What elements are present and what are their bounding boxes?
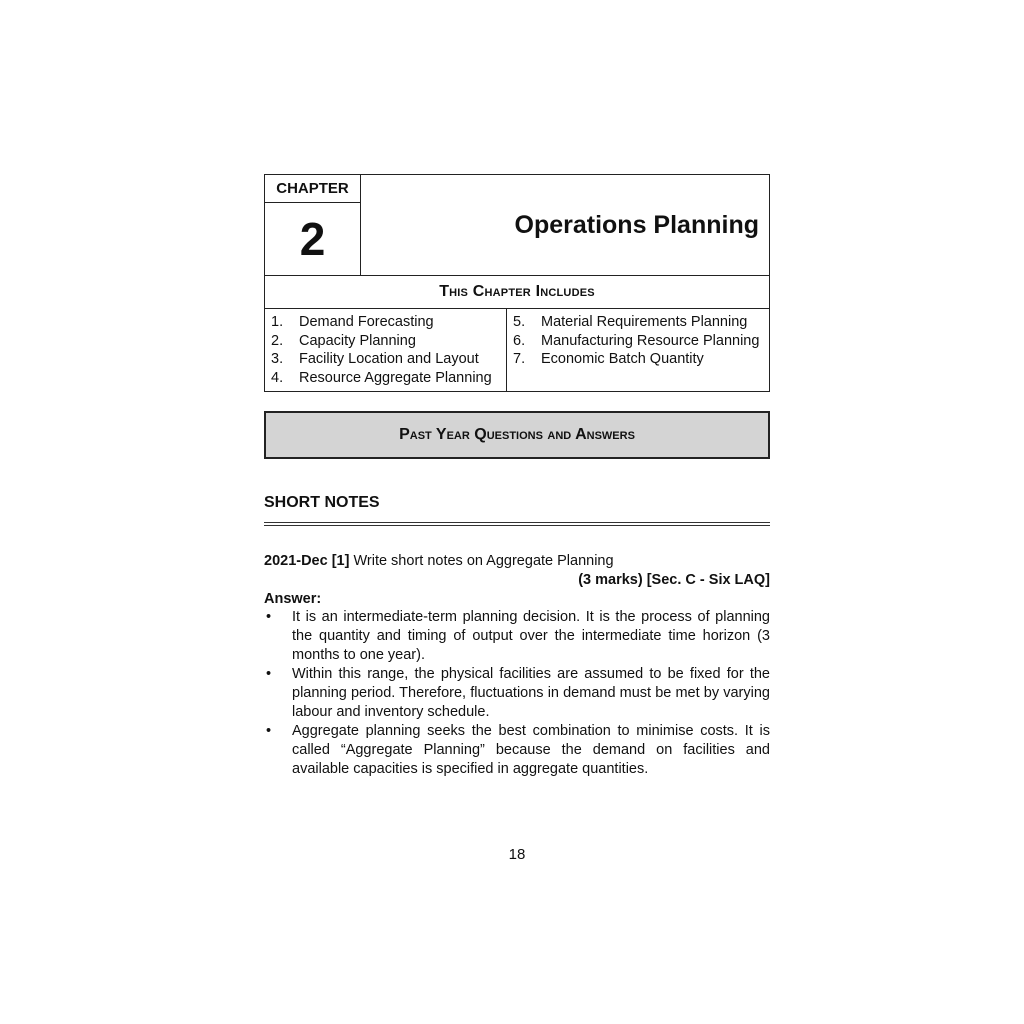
contents-item-text: Economic Batch Quantity <box>541 351 704 368</box>
bullet-icon: • <box>266 609 272 625</box>
contents-item-text: Manufacturing Resource Planning <box>541 332 760 349</box>
contents-item <box>271 313 506 332</box>
contents-item <box>513 332 769 351</box>
contents-item-number: 7. <box>513 351 526 368</box>
contents-item-number: 6. <box>513 332 526 349</box>
contents-column-right <box>507 309 769 391</box>
bullet-icon: • <box>266 666 272 682</box>
past-year-questions-banner <box>264 411 770 459</box>
contents-item <box>513 313 769 332</box>
contents-item-text: Capacity Planning <box>299 332 416 349</box>
chapter-includes-heading <box>265 275 769 309</box>
chapter-title: Operations Planning <box>514 211 759 239</box>
section-divider <box>264 522 770 526</box>
contents-item-number: 3. <box>271 351 284 368</box>
contents-item-text: Resource Aggregate Planning <box>299 369 492 386</box>
answer-bullet-item <box>264 665 770 722</box>
contents-item-number: 5. <box>513 314 526 330</box>
contents-item-number: 4. <box>271 369 284 386</box>
contents-item <box>271 369 506 388</box>
answer-bullet-item <box>264 722 770 779</box>
page-number: 18 <box>508 846 526 863</box>
answer-bullet-list <box>264 608 770 779</box>
answer-label: Answer: <box>264 591 322 607</box>
answer-bullet-text: Within this range, the physical facilities are assumed to be fixed for the planning period. Therefore, fluctuations in demand must be met by varying labour and inventory schedule. <box>292 666 770 720</box>
answer-bullet-text: It is an intermediate-term planning decision. It is the process of planning the quantity and timing of output over the intermediate time horizon (3 months to one year). <box>292 609 770 663</box>
answer-bullet-text: Aggregate planning seeks the best combination to minimise costs. It is called “Aggregate Planning” because the demand on facilities and available capacities is specified in aggregate quantities. <box>292 723 770 777</box>
contents-item <box>271 350 506 369</box>
contents-item <box>513 350 769 369</box>
contents-item-text: Facility Location and Layout <box>299 351 479 368</box>
question-text <box>264 552 770 571</box>
chapter-contents-list <box>265 309 769 391</box>
answer-bullet-item <box>264 608 770 665</box>
contents-item <box>271 332 506 351</box>
past-year-questions-heading: Past Year Questions and Answers <box>399 426 635 443</box>
contents-item-text: Demand Forecasting <box>299 314 434 330</box>
chapter-header-box <box>264 174 770 392</box>
question-body: Write short notes on Aggregate Planning <box>349 553 614 569</box>
contents-item-number: 2. <box>271 332 284 349</box>
chapter-label: CHAPTER <box>265 175 361 203</box>
bullet-icon: • <box>266 723 272 739</box>
chapter-includes-heading-text: This Chapter Includes <box>439 283 595 300</box>
question-reference: 2021-Dec [1] <box>264 553 350 569</box>
chapter-number: 2 <box>265 203 361 275</box>
contents-item-number: 1. <box>271 314 284 330</box>
contents-column-left <box>265 309 507 391</box>
short-notes-heading: SHORT NOTES <box>264 494 380 511</box>
question-marks: (3 marks) [Sec. C - Six LAQ] <box>578 572 770 588</box>
contents-item-text: Material Requirements Planning <box>541 314 748 330</box>
